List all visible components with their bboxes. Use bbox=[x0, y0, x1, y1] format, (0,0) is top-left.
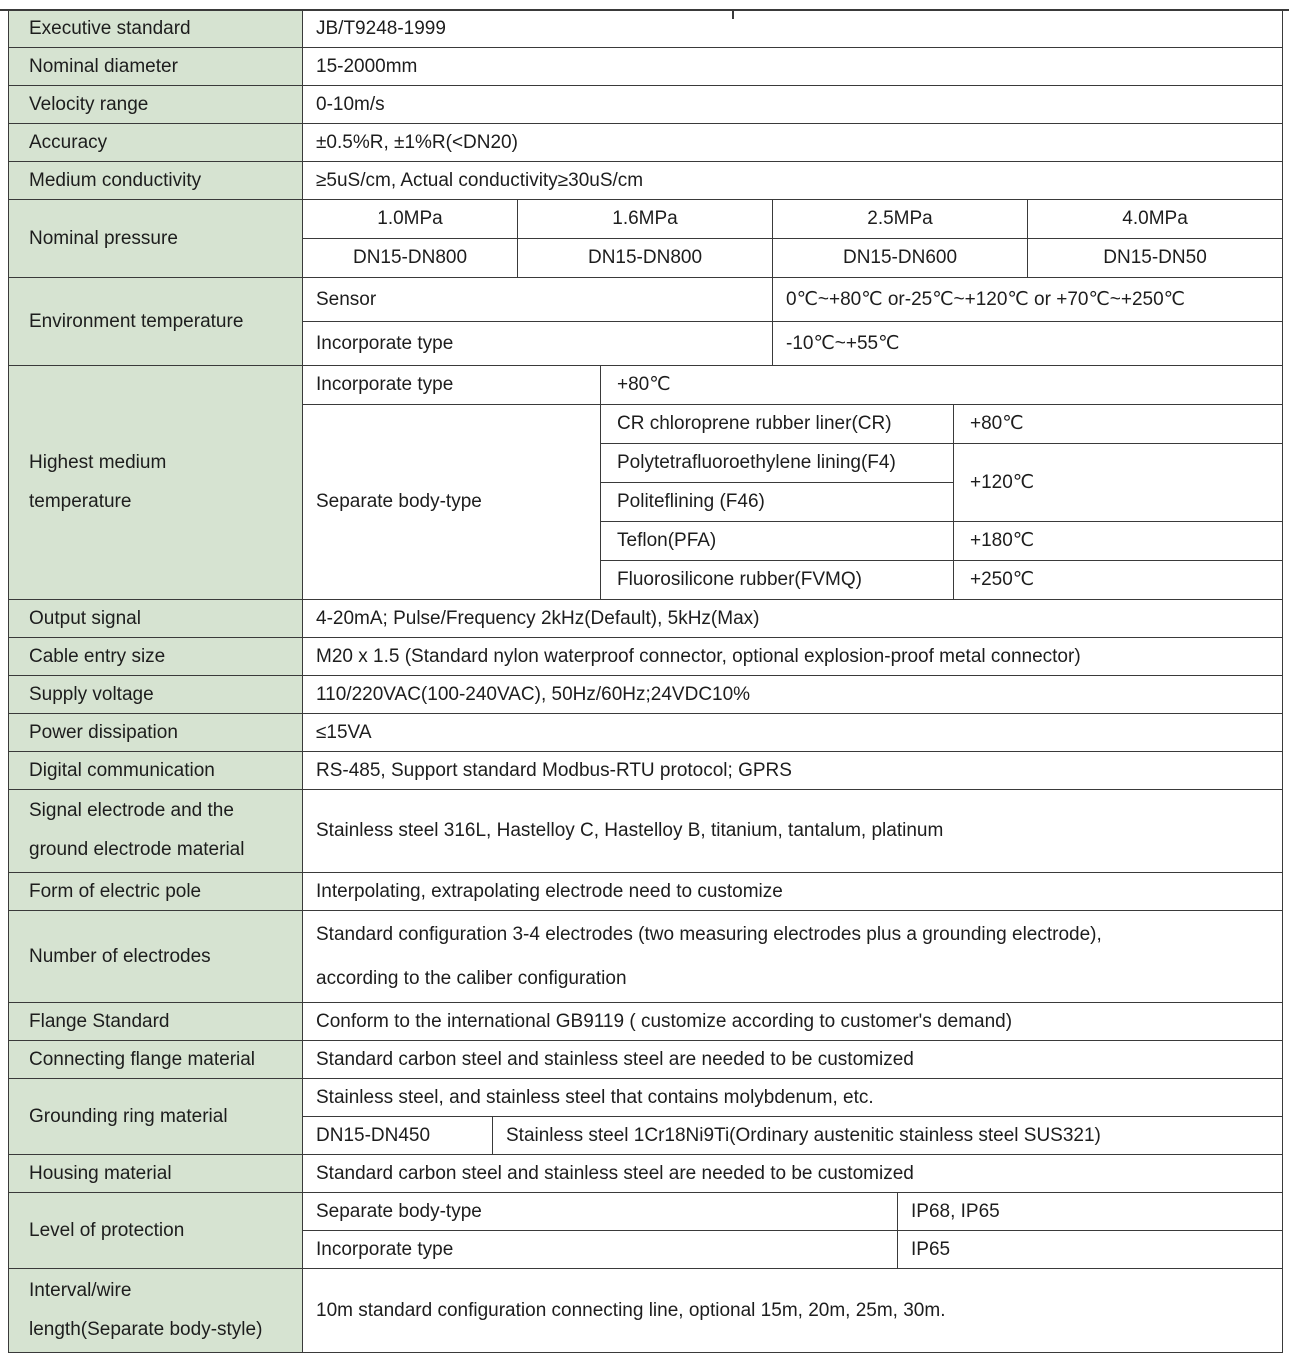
table-row bbox=[9, 676, 1283, 714]
table-row bbox=[9, 1041, 1283, 1079]
medium-temp-type: Separate body-type bbox=[303, 405, 601, 600]
table-row bbox=[9, 86, 1283, 124]
label-executive-standard: Executive standard bbox=[9, 10, 303, 48]
label-nominal-pressure: Nominal pressure bbox=[9, 200, 303, 278]
table-row bbox=[9, 600, 1283, 638]
liner-name: Teflon(PFA) bbox=[601, 522, 954, 561]
label-digital-communication: Digital communication bbox=[9, 752, 303, 790]
label-highest-medium-temperature bbox=[9, 366, 303, 600]
label-interval-wire-length bbox=[9, 1269, 303, 1353]
value-grounding-ring-general: Stainless steel, and stainless steel that contains molybdenum, etc. bbox=[303, 1079, 1283, 1117]
label-grounding-ring-material: Grounding ring material bbox=[9, 1079, 303, 1155]
table-row bbox=[9, 1269, 1283, 1353]
table-row bbox=[9, 124, 1283, 162]
label-electrode-material bbox=[9, 790, 303, 873]
value-interval-wire-length: 10m standard configuration connecting line, optional 15m, 20m, 25m, 30m. bbox=[303, 1269, 1283, 1353]
env-temp-value: 0℃~+80℃ or-25℃~+120℃ or +70℃~+250℃ bbox=[773, 278, 1283, 322]
value-electrode-material: Stainless steel 316L, Hastelloy C, Hastelloy B, titanium, tantalum, platinum bbox=[303, 790, 1283, 873]
medium-temp-type: Incorporate type bbox=[303, 366, 601, 405]
protection-value: IP68, IP65 bbox=[898, 1193, 1283, 1231]
table-row bbox=[9, 714, 1283, 752]
pressure-value: 2.5MPa bbox=[773, 200, 1028, 239]
table-row bbox=[9, 752, 1283, 790]
medium-temp-value: +80℃ bbox=[601, 366, 1283, 405]
table-row bbox=[9, 366, 1283, 405]
table-row bbox=[9, 1003, 1283, 1041]
pressure-diameter-range: DN15-DN800 bbox=[518, 239, 773, 278]
value-housing-material: Standard carbon steel and stainless steel are needed to be customized bbox=[303, 1155, 1283, 1193]
table-row bbox=[9, 200, 1283, 239]
env-temp-type: Sensor bbox=[303, 278, 773, 322]
value-flange-standard: Conform to the international GB9119 ( customize according to customer's demand) bbox=[303, 1003, 1283, 1041]
liner-temp: +250℃ bbox=[954, 561, 1283, 600]
label-connecting-flange-material: Connecting flange material bbox=[9, 1041, 303, 1079]
value-digital-communication: RS-485, Support standard Modbus-RTU protocol; GPRS bbox=[303, 752, 1283, 790]
protection-type: Incorporate type bbox=[303, 1231, 898, 1269]
table-row bbox=[9, 162, 1283, 200]
liner-temp: +180℃ bbox=[954, 522, 1283, 561]
value-number-of-electrodes bbox=[303, 910, 1283, 1002]
label-line: Interval/wire bbox=[29, 1279, 132, 1301]
liner-name: Politeflining (F46) bbox=[601, 483, 954, 522]
label-nominal-diameter: Nominal diameter bbox=[9, 48, 303, 86]
label-housing-material: Housing material bbox=[9, 1155, 303, 1193]
label-supply-voltage: Supply voltage bbox=[9, 676, 303, 714]
table-row bbox=[9, 910, 1283, 1002]
pressure-diameter-range: DN15-DN800 bbox=[303, 239, 518, 278]
label-flange-standard: Flange Standard bbox=[9, 1003, 303, 1041]
pressure-value: 1.0MPa bbox=[303, 200, 518, 239]
label-line: length(Separate body-style) bbox=[29, 1318, 263, 1340]
label-cable-entry-size: Cable entry size bbox=[9, 638, 303, 676]
label-line: ground electrode material bbox=[29, 838, 245, 860]
grounding-ring-range-value: Stainless steel 1Cr18Ni9Ti(Ordinary austenitic stainless steel SUS321) bbox=[493, 1117, 1283, 1155]
table-row bbox=[9, 1193, 1283, 1231]
value-power-dissipation: ≤15VA bbox=[303, 714, 1283, 752]
env-temp-value: -10℃~+55℃ bbox=[773, 322, 1283, 366]
label-electric-pole-form: Form of electric pole bbox=[9, 872, 303, 910]
table-row bbox=[9, 638, 1283, 676]
table-row bbox=[9, 872, 1283, 910]
label-line: Highest medium bbox=[29, 451, 167, 473]
pressure-value: 1.6MPa bbox=[518, 200, 773, 239]
label-environment-temperature: Environment temperature bbox=[9, 278, 303, 366]
protection-type: Separate body-type bbox=[303, 1193, 898, 1231]
cropped-row-bottom-border bbox=[0, 9, 1289, 11]
env-temp-type: Incorporate type bbox=[303, 322, 773, 366]
protection-value: IP65 bbox=[898, 1231, 1283, 1269]
label-number-of-electrodes: Number of electrodes bbox=[9, 910, 303, 1002]
liner-name: CR chloroprene rubber liner(CR) bbox=[601, 405, 954, 444]
table-row bbox=[9, 790, 1283, 873]
value-connecting-flange-material: Standard carbon steel and stainless steel are needed to be customized bbox=[303, 1041, 1283, 1079]
label-line: Signal electrode and the bbox=[29, 800, 234, 821]
value-medium-conductivity: ≥5uS/cm, Actual conductivity≥30uS/cm bbox=[303, 162, 1283, 200]
value-nominal-diameter: 15-2000mm bbox=[303, 48, 1283, 86]
value-line: Standard configuration 3-4 electrodes (two measuring electrodes plus a grounding electrode), bbox=[316, 923, 1102, 945]
value-electric-pole-form: Interpolating, extrapolating electrode need to customize bbox=[303, 872, 1283, 910]
label-accuracy: Accuracy bbox=[9, 124, 303, 162]
value-cable-entry-size: M20 x 1.5 (Standard nylon waterproof connector, optional explosion-proof metal connector) bbox=[303, 638, 1283, 676]
value-output-signal: 4-20mA; Pulse/Frequency 2kHz(Default), 5kHz(Max) bbox=[303, 600, 1283, 638]
liner-name: Fluorosilicone rubber(FVMQ) bbox=[601, 561, 954, 600]
pressure-value: 4.0MPa bbox=[1028, 200, 1283, 239]
value-velocity-range: 0-10m/s bbox=[303, 86, 1283, 124]
liner-name: Polytetrafluoroethylene lining(F4) bbox=[601, 444, 954, 483]
specification-table bbox=[8, 9, 1283, 1353]
value-supply-voltage: 110/220VAC(100-240VAC), 50Hz/60Hz;24VDC10% bbox=[303, 676, 1283, 714]
table-row bbox=[9, 48, 1283, 86]
table-row bbox=[9, 1155, 1283, 1193]
table-row bbox=[9, 1079, 1283, 1117]
value-line: according to the caliber configuration bbox=[316, 967, 627, 989]
cropped-row-divider-stub bbox=[732, 9, 734, 19]
liner-temp: +80℃ bbox=[954, 405, 1283, 444]
table-row bbox=[9, 10, 1283, 48]
label-level-of-protection: Level of protection bbox=[9, 1193, 303, 1269]
label-velocity-range: Velocity range bbox=[9, 86, 303, 124]
label-line: temperature bbox=[29, 490, 132, 512]
table-row bbox=[9, 278, 1283, 322]
value-executive-standard: JB/T9248-1999 bbox=[303, 10, 1283, 48]
label-power-dissipation: Power dissipation bbox=[9, 714, 303, 752]
grounding-ring-range: DN15-DN450 bbox=[303, 1117, 493, 1155]
pressure-diameter-range: DN15-DN600 bbox=[773, 239, 1028, 278]
label-medium-conductivity: Medium conductivity bbox=[9, 162, 303, 200]
liner-temp: +120℃ bbox=[954, 444, 1283, 522]
value-accuracy: ±0.5%R, ±1%R(<DN20) bbox=[303, 124, 1283, 162]
pressure-diameter-range: DN15-DN50 bbox=[1028, 239, 1283, 278]
label-output-signal: Output signal bbox=[9, 600, 303, 638]
